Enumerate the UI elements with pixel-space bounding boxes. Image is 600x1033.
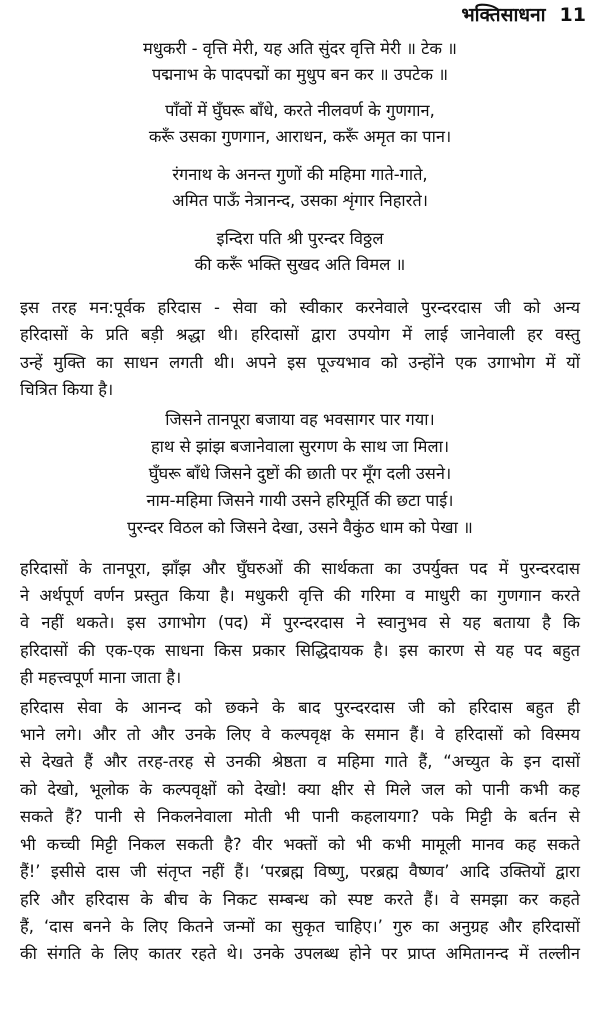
running-head <box>461 2 586 28</box>
text-line: हरिदासों के तानपूरा, झाँझ और घुँघरुओं की सार्थकता का उपर्युक्त पद में पुरन्दरदास <box>20 558 580 578</box>
paragraph-3 <box>20 694 580 968</box>
page-number: 11 <box>559 4 586 26</box>
verse-line: इन्दिरा पति श्री पुरन्दर विठ्ठल <box>216 229 384 248</box>
text-line: ने अर्थपूर्ण वर्णन प्रस्तुत किया है। मधुकरी वृत्ति की गरिमा व माधुरी का गुणगान करते <box>20 586 580 606</box>
verse-line: अमित पाऊँ नेत्रानन्द, उसका शृंगार निहारते। <box>172 191 428 210</box>
text-line: हैं, ‘दास बनने के लिए कितने जन्मों का सुकृत चाहिए।’ गुरु का अनुग्रह और हरिदासों <box>20 916 580 936</box>
verse-line: पुरन्दर विठल को जिसने देखा, उसने वैकुंठ धाम को पेखा ॥ <box>127 517 473 537</box>
text-line: इस तरह मन:पूर्वक हरिदास - सेवा को स्वीकार करनेवाले पुरन्दरदास जी को अन्य <box>20 298 580 317</box>
text-line: हरिदास सेवा के आनन्द को छकने के बाद पुरन्दरदास जी को हरिदास बहुत ही <box>20 697 580 717</box>
text-line: उन्हें मुक्ति का साधन लगती थी। अपने इस पूज्यभाव को उन्होंने एक उगाभोग में यों <box>20 352 580 372</box>
text-line: वे नहीं थकते। इस उगाभोग (पद) में पुरन्दरदास ने स्वानुभव से यह बताया है कि <box>20 613 580 633</box>
text-line: हैं!’ इसीसे दास जी संतृप्त नहीं हैं। ‘परब्रह्म विष्णु, परब्रह्म वैष्णव’ आदि उक्तियों द्वारा <box>20 862 580 882</box>
verse-line: हाथ से झांझ बजानेवाला सुरगण के साथ जा मिला। <box>150 436 450 456</box>
chapter-title: भक्तिसाधना <box>461 4 546 26</box>
text-line: चित्रित किया है। <box>20 380 114 400</box>
verse-stanza <box>20 36 580 88</box>
paragraph-2 <box>20 555 580 692</box>
text-line: ही महत्त्वपूर्ण माना जाता है। <box>20 668 182 688</box>
verse-stanza <box>20 162 580 214</box>
verse-line: मधुकरी - वृत्ति मेरी, यह अति सुंदर वृत्ति मेरी ॥ टेक ॥ <box>142 39 457 58</box>
verse-line: नाम-महिमा जिसने गायी उसने हरिमूर्ति की छटा पाई। <box>146 490 454 510</box>
verse-line: घुँघरू बाँधे जिसने दुष्टों की छाती पर मूँग दली उसने। <box>148 463 452 483</box>
text-line: से देखते हैं और तरह-तरह से उनकी श्रेष्ठता व महिमा गाते हैं, “अच्युत के इन दासों <box>20 752 580 772</box>
text-line: सकते हैं? पानी से निकलनेवाला मोती भी पानी कहलायगा? पके मिट्टी के बर्तन से <box>20 807 580 827</box>
text-line: हरिदासों की एक-एक साधना किस प्रकार सिद्धिदायक है। इस कारण से यह पद बहुत <box>20 640 580 660</box>
text-line: को देखो, भूलोक के कल्पवृक्षों को देखो! क्या क्षीर से मिले जल को पानी कभी कह <box>20 779 580 799</box>
verse-block-2 <box>20 406 580 541</box>
text-line: भाने लगे। और तो और उनके लिए वे कल्पवृक्ष के समान हैं। वे हरिदासों को विस्मय <box>20 725 580 745</box>
verse-block-1 <box>20 0 580 278</box>
verse-line: पद्मनाभ के पादपद्मों का मुधुप बन कर ॥ उपटेक ॥ <box>151 65 449 84</box>
paragraph-1 <box>20 294 580 404</box>
verse-stanza <box>20 98 580 150</box>
verse-line: रंगनाथ के अनन्त गुणों की महिमा गाते-गाते, <box>172 165 428 184</box>
text-line: की संगति के लिए कातर रहते थे। उनके उपलब्ध होने पर प्राप्त अमितानन्द में तल्लीन <box>20 944 580 964</box>
verse-line: करूँ उसका गुणगान, आराधन, करूँ अमृत का पान। <box>148 127 452 146</box>
verse-line: पाँवों में घुँघरू बाँधे, करते नीलवर्ण के गुणगान, <box>165 101 435 120</box>
text-line: हरिदासों के प्रति बड़ी श्रद्धा थी। हरिदासों द्वारा उपयोग में लाई जानेवाली हर वस्तु <box>20 325 580 345</box>
text-line: हरि और हरिदास के बीच के निकट सम्बन्ध को स्पष्ट करते हैं। वे समझा कर कहते <box>20 889 580 909</box>
verse-line: की करूँ भक्ति सुखद अति विमल ॥ <box>194 255 406 274</box>
verse-line: जिसने तानपूरा बजाया वह भवसागर पार गया। <box>165 409 435 429</box>
verse-stanza <box>20 226 580 278</box>
text-line: भी कच्ची मिट्टी निकल सकती है? वीर भक्तों को भी कभी मामूली मानव कह सकते <box>20 834 580 854</box>
